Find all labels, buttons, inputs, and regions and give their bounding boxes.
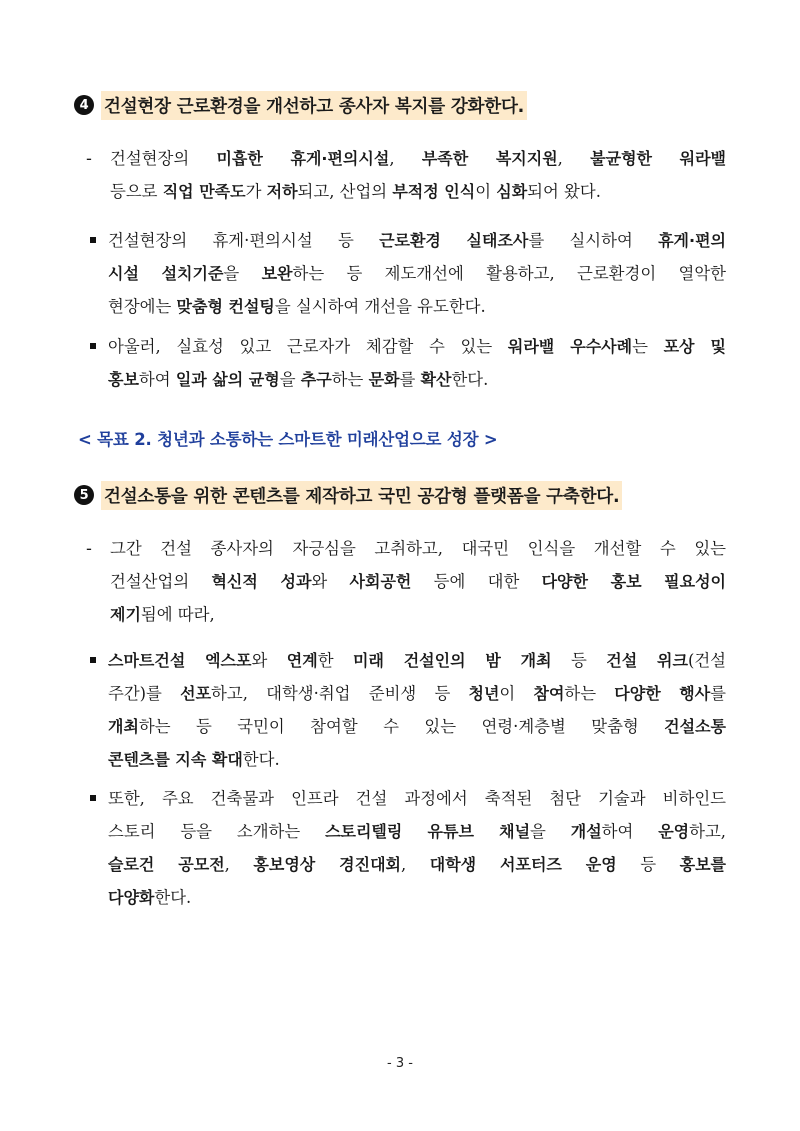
bold-text: 콘텐츠를 지속 확대 [108,750,243,769]
bold-text: 미흡한 휴게·편의시설 [216,149,390,168]
text: 아울러, 실효성 있고 근로자가 체감할 수 있는 [108,337,508,356]
text: 또한, 주요 건축물과 인프라 건설 과정에서 축적된 첨단 기술과 비하인드 [108,789,726,808]
bold-text: 문화 [368,370,400,389]
square-bullet-icon [90,657,96,663]
bold-text: 참여 [533,684,565,703]
text: 등 [616,855,680,874]
bold-text: 다양한 홍보 필요성이 [541,572,727,591]
text: 를 [399,370,421,389]
bold-text: 홍보를 [679,855,726,874]
bold-text: 맞춤형 컨설팅 [176,297,275,316]
text: 등 [551,651,607,670]
text: 등으로 [110,182,163,201]
bold-text: 직업 만족도 [162,182,246,201]
text: 를 [710,684,726,703]
text: 현장에는 [108,297,177,316]
text: 를 실시하여 [528,231,659,250]
number-4-badge: 4 [74,95,94,115]
section-5-bullet-1 [86,644,726,776]
bold-text: 개최 [108,717,139,736]
text-line [108,257,726,290]
section-5-bullet-2 [86,782,726,914]
bold-text: 운영 [658,822,690,841]
dash-marker: - [86,539,92,558]
text: 스토리 등을 소개하는 [108,822,326,841]
text: 되어 왔다. [527,182,601,201]
text-line [108,815,726,848]
bold-text: 홍보영상 경진대회 [253,855,401,874]
text-line [110,175,726,208]
bold-text: 확산 [420,370,452,389]
bold-text: 건설소통 [664,717,726,736]
bold-text: 심화 [496,182,528,201]
text: 을 [530,822,571,841]
text: 와 [251,651,287,670]
bold-text: 불균형한 워라밸 [590,149,726,168]
section-5-dash-paragraph [86,532,726,631]
bold-text: 혁신적 성과 [211,572,312,591]
section-4-heading [74,90,527,120]
text-line [108,644,726,677]
bold-text: 일과 삶의 균형 [175,370,280,389]
bold-text: 미래 건설인의 밤 개최 [352,651,552,670]
text: 되고, 산업의 [297,182,393,201]
bold-text: 포상 및 [663,337,726,356]
text: 주간)를 [108,684,181,703]
text-line [108,363,726,396]
bold-text: 슬로건 공모전 [108,855,225,874]
text: 한다. [154,888,192,907]
text: , [557,149,591,168]
square-bullet-icon [90,795,96,801]
section-4-title: 건설현장 근로환경을 개선하고 종사자 복지를 강화한다. [101,91,527,120]
text: 는 [632,337,664,356]
text: 와 [311,572,350,591]
bold-text: 다양화 [108,888,155,907]
text: 하는 [331,370,369,389]
text: 을 실시하여 개선을 유도한다. [274,297,486,316]
bold-text: 스토리텔링 유튜브 채널 [325,822,531,841]
text: 하는 [564,684,615,703]
bold-text: 대학생 서포터즈 운영 [429,855,617,874]
bold-text: 부적정 인식 [392,182,476,201]
text: 됨에 따라, [140,605,215,624]
text-line [110,532,726,565]
bold-text: 휴게·편의 [658,231,726,250]
text: 하여 [138,370,176,389]
text: 한 [317,651,353,670]
text: 한다. [242,750,280,769]
bold-text: 제기 [110,605,141,624]
text: 가 [245,182,267,201]
bold-text: 연계 [286,651,318,670]
bold-text: 추구 [300,370,332,389]
text: , [400,855,430,874]
square-bullet-icon [90,343,96,349]
text-line [108,743,726,776]
text: 건설현장의 휴게·편의시설 등 [108,231,380,250]
number-5-badge: 5 [74,485,94,505]
text-line [108,881,726,914]
text: 하는 등 국민이 참여할 수 있는 연령·계층별 맞춤형 [138,717,665,736]
bold-text: 건설 위크 [606,651,688,670]
text: 하고, [689,822,726,841]
section-4-bullet-2 [86,330,726,396]
bold-text: 보완 [261,264,293,283]
text-line [108,330,726,363]
text: 을 [279,370,301,389]
section-4-bullet-1 [86,224,726,323]
bold-text: 근로환경 실태조사 [379,231,529,250]
text: (건설 [687,651,726,670]
text: 을 [223,264,262,283]
text-line [108,224,726,257]
text: 한다. [451,370,489,389]
text-line [108,677,726,710]
text: 하는 등 제도개선에 활용하고, 근로환경이 열악한 [292,264,726,283]
section-5-title: 건설소통을 위한 콘텐츠를 제작하고 국민 공감형 플랫폼을 구축한다. [101,481,622,510]
bold-text: 청년 [468,684,500,703]
text: 건설산업의 [110,572,212,591]
page-number: - 3 - [387,1056,413,1071]
goal-2-heading: < 목표 2. 청년과 소통하는 스마트한 미래산업으로 성장 > [78,430,498,449]
text-line [108,290,726,323]
text: 건설현장의 [110,149,217,168]
bold-text: 선포 [180,684,212,703]
text: 하고, 대학생·취업 준비생 등 [211,684,469,703]
text-line [108,782,726,815]
bold-text: 저하 [266,182,298,201]
square-bullet-icon [90,237,96,243]
bold-text: 스마트건설 엑스포 [108,651,252,670]
text: 하여 [601,822,659,841]
bold-text: 홍보 [108,370,139,389]
text: 등에 대한 [411,572,542,591]
bold-text: 워라밸 우수사례 [507,337,633,356]
section-4-dash-paragraph [86,142,726,208]
text-line [110,142,726,175]
text-line [108,710,726,743]
text: , [224,855,254,874]
text-line [110,565,726,598]
text: 그간 건설 종사자의 자긍심을 고취하고, 대국민 인식을 개선할 수 있는 [110,539,726,558]
dash-marker: - [86,149,92,168]
section-5-heading [74,480,622,510]
bold-text: 부족한 복지지원 [421,149,558,168]
text-line [110,598,726,631]
text: 이 [499,684,534,703]
bold-text: 다양한 행사 [614,684,711,703]
text: , [389,149,422,168]
bold-text: 개설 [570,822,602,841]
bold-text: 사회공헌 [349,572,412,591]
bold-text: 시설 설치기준 [108,264,224,283]
text: 이 [475,182,497,201]
text-line [108,848,726,881]
